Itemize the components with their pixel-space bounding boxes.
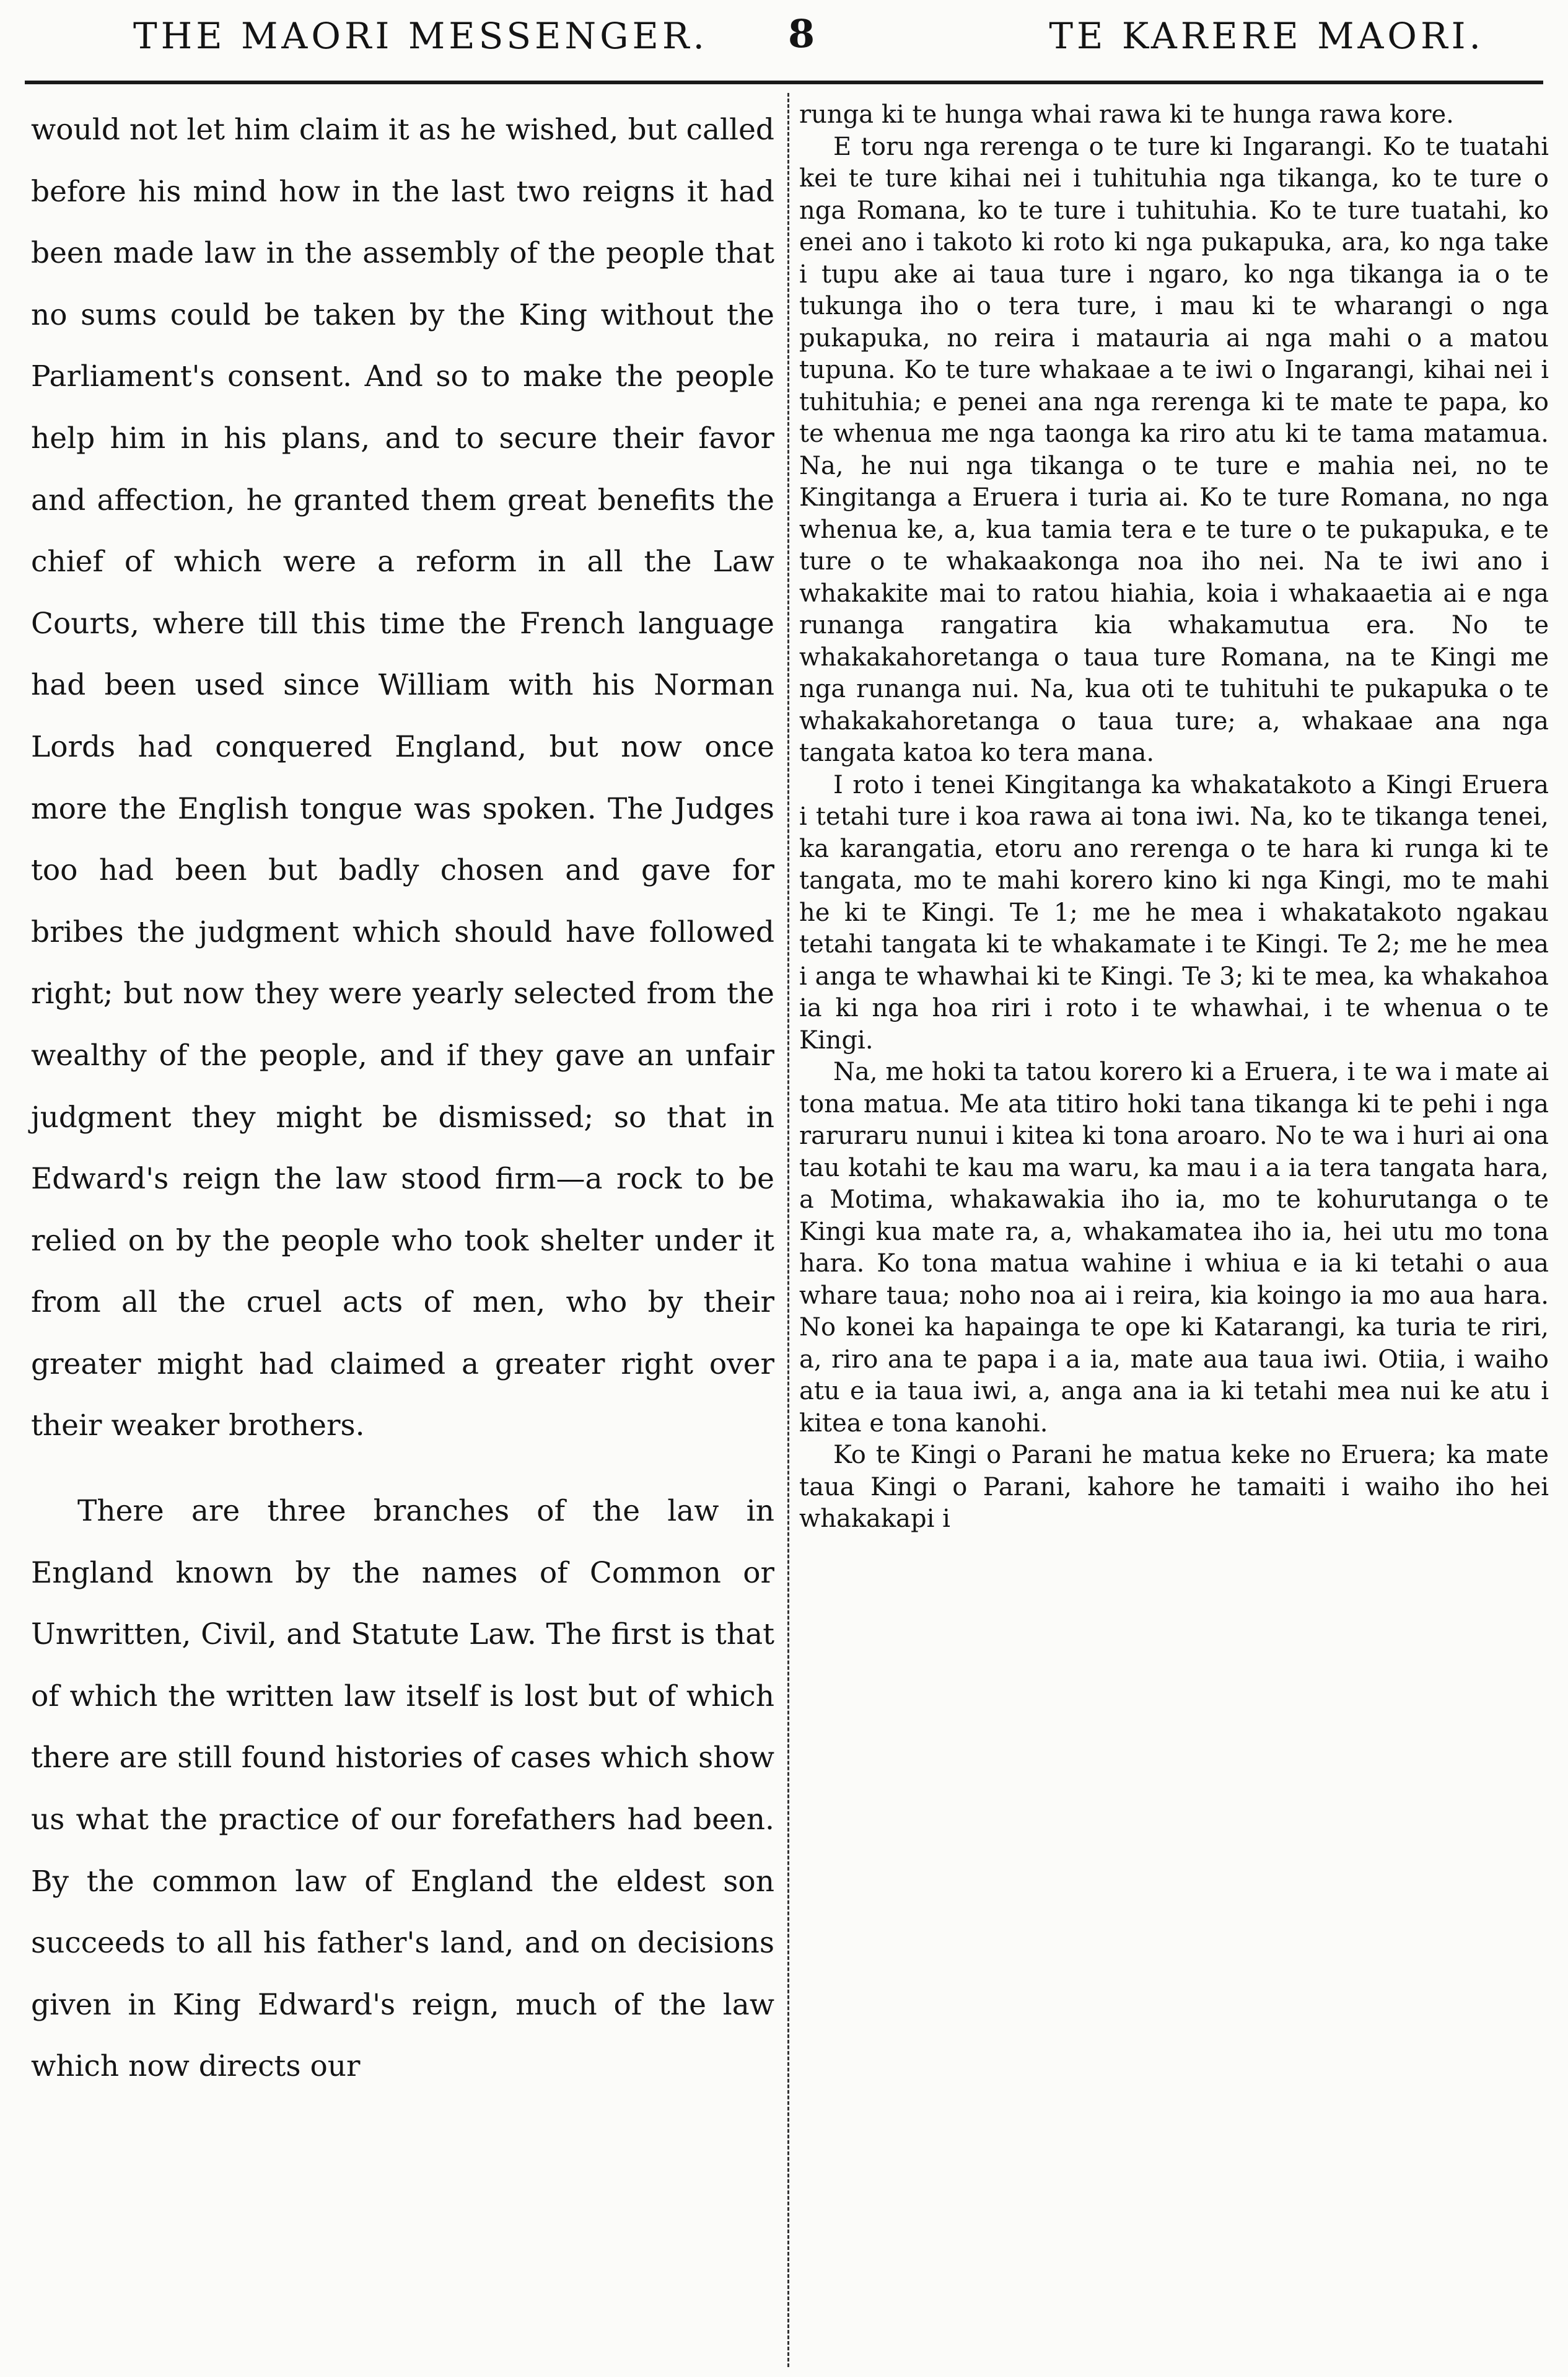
english-paragraph-1: would not let him claim it as he wished, but called before his mind how in the last two reigns it had been made law in the assembly of the people that no sums could be taken by the King without the Parliament's consent. And so to make the people help him in his plans, and to secure their favor and affection, he granted them great benefits the chief of which were a reform in all the Law Courts, where till this time the French language had been used since William with his Norman Lords had conquered England, but now once more the English tongue was spoken. The Judges too had been but badly chosen and gave for bribes the judgment which should have followed right; but now they were yearly selected from the wealthy of the people, and if they gave an unfair judgment they might be dismissed; so that in Edward's reign the law stood firm—a rock to be relied on by the people who took shelter under it from all the cruel acts of men, who by their greater might had claimed a greater right over their weaker brothers. xyxy=(31,113,774,1443)
maori-column xyxy=(799,99,1549,1536)
header-rule xyxy=(25,81,1543,84)
maori-paragraph-2: E toru nga rerenga o te ture ki Ingarangi. Ko te tuatahi kei te ture kihai nei i tuhituhia nga tikanga, ko te ture o nga Romana, ko te ture i tuhituhia. Ko te ture tuatahi, ko enei ano i takoto ki roto ki nga pukapuka, ara, ko nga take i tupu ake ai taua ture i ngaro, ko nga tikanga ia o te tukunga iho o tera ture, i mau ki te wharangi o nga pukapuka, no reira i matauria ai nga mahi o a matou tupuna. Ko te ture whakaae a te iwi o Ingarangi, kihai nei i tuhituhia; e penei ana nga rerenga ki te mate te papa, ko te whenua me nga taonga ka riro atu ki te tama matamua. Na, he nui nga tikanga o te ture e mahia nei, no te Kingitanga a Eruera i turia ai. Ko te ture Romana, no nga whenua ke, a, kua tamia tera e te ture o te pukapuka, e te ture o te whakaakonga noa iho nei. Na te iwi ano i whakakite mai to ratou hiahia, koia i whakaaetia ai e nga runanga rangatira kia whakamutua era. No te whakakahoretanga o taua ture Romana, na te Kingi me nga runanga nui. Na, kua oti te tuhituhi te pukapuka o te whakakahoretanga o taua ture; a, whakaae ana nga tangata katoa ko tera mana. xyxy=(799,132,1549,767)
maori-paragraph-5: Ko te Kingi o Parani he matua keke no Eruera; ka mate taua Kingi o Parani, kahore he tamaiti i waiho iho hei whakakapi i xyxy=(799,1441,1549,1533)
english-column xyxy=(31,99,774,2098)
masthead-english-title: THE MAORI MESSENGER. xyxy=(133,15,708,57)
maori-paragraph-4: Na, me hoki ta tatou korero ki a Eruera, i te wa i mate ai tona matua. Me ata titiro hoki tana tikanga ki te pehi i nga raruraru nunui i kitea ki tona aroaro. No te wa i huri ai ona tau kotahi te kau ma waru, ka mau i a ia tera tangata hara, a Motima, whakawakia iho ia, mo te kohurutanga o te Kingi kua mate ra, a, whakamatea iho ia, hei utu mo tona hara. Ko tona matua wahine i whiua e ia ki tetahi o aua whare taua; noho noa ai i reira, kia koingo ia mo aua hara. No konei ka hapainga te ope ki Katarangi, ka turia te riri, a, riro ana te papa i a ia, mate aua taua iwi. Otiia, i waiho atu e ia taua iwi, a, anga ana ia ki tetahi mea nui ke atu i kitea e tona kanohi. xyxy=(799,1058,1549,1438)
masthead xyxy=(25,2,1543,71)
maori-paragraph-3: I roto i tenei Kingitanga ka whakatakoto a Kingi Eruera i tetahi ture i koa rawa ai tona iwi. Na, ko te tikanga tenei, ka karangatia, etoru ano rerenga o te hara ki runga ki te tangata, mo te mahi korero kino ki nga Kingi, mo te mahi he ki te Kingi. Te 1; me he mea i whakatakoto ngakau tetahi tangata ki te whakamate i te Kingi. Te 2; me he mea i anga te whawhai ki te Kingi. Te 3; ki te mea, ka whakahoa ia ki nga hoa riri i roto i te whawhai, i te whenua o te Kingi. xyxy=(799,770,1549,1055)
masthead-maori-title: TE KARERE MAORI. xyxy=(1049,15,1484,57)
page-number: 8 xyxy=(788,11,819,56)
column-divider xyxy=(787,93,791,2367)
english-paragraph-2: There are three branches of the law in England known by the names of Common or Unwritten, Civil, and Statute Law. The first is that of which the written law itself is lost but of which there are still found histories of cases which show us what the practice of our forefathers had been. By the common law of England the eldest son succeeds to all his father's land, and on decisions given in King Edward's reign, much of the law which now directs our xyxy=(31,1494,774,2084)
maori-paragraph-1: runga ki te hunga whai rawa ki te hunga rawa kore. xyxy=(799,100,1454,129)
